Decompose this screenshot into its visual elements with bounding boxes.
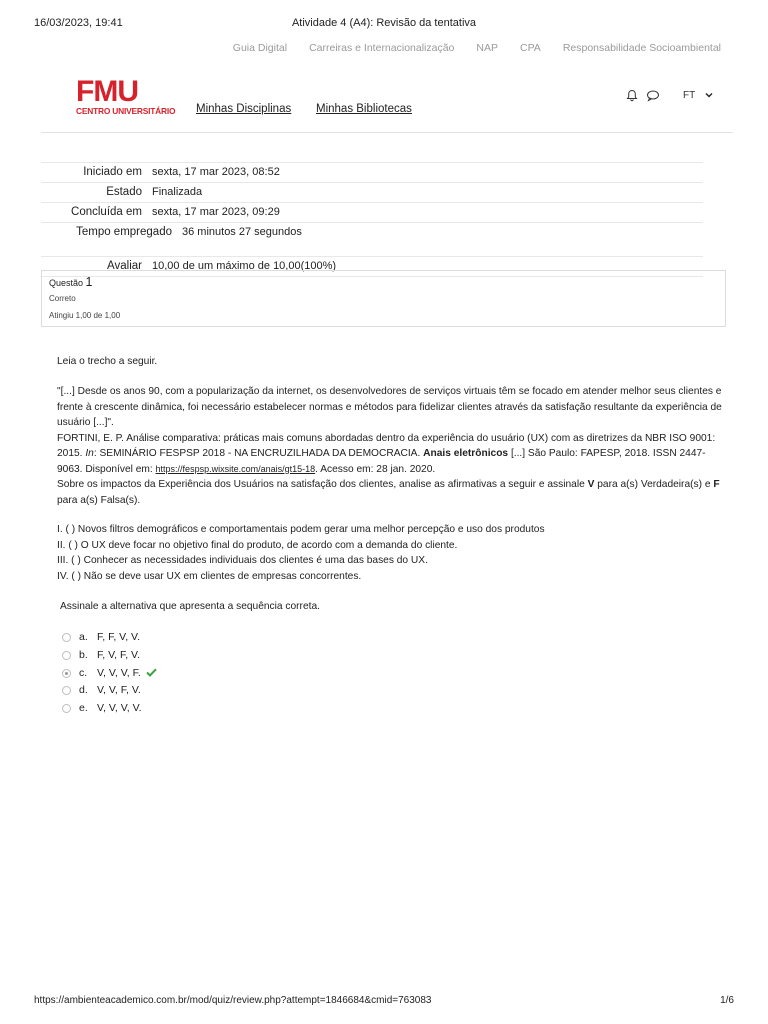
top-links bbox=[233, 42, 721, 54]
user-menu[interactable] bbox=[683, 90, 713, 101]
option-letter: a. bbox=[79, 631, 88, 643]
header-icons bbox=[626, 89, 660, 107]
statement-item: IV. ( ) Não se deve usar UX em clientes de empresas concorrentes. bbox=[57, 570, 362, 582]
option-letter: c. bbox=[79, 667, 88, 679]
summary-label: Estado bbox=[106, 186, 142, 198]
summary-row-tempo bbox=[41, 222, 703, 256]
option-text: F, F, V, V. bbox=[97, 631, 140, 643]
option-d[interactable] bbox=[62, 682, 141, 698]
top-link-guia-digital[interactable]: Guia Digital bbox=[232, 42, 288, 54]
summary-row-concluida bbox=[41, 202, 703, 222]
ref-part-d: . Acesso em: 28 jan. 2020. bbox=[315, 463, 436, 475]
chat-icon[interactable] bbox=[646, 89, 660, 107]
instr-part-b: para a(s) Verdadeira(s) e bbox=[597, 479, 711, 490]
top-link-carreiras[interactable]: Carreiras e Internacionalização bbox=[309, 42, 455, 54]
summary-value: 36 minutos 27 segundos bbox=[182, 226, 302, 238]
summary-value: sexta, 17 mar 2023, 09:29 bbox=[152, 206, 280, 218]
summary-label: Iniciado em bbox=[83, 166, 142, 178]
summary-row-estado bbox=[41, 182, 703, 202]
question-prompt: Assinale a alternativa que apresenta a sequência correta. bbox=[60, 601, 320, 612]
check-icon bbox=[146, 666, 157, 680]
option-b[interactable] bbox=[62, 647, 140, 663]
radio-button-selected[interactable] bbox=[62, 669, 71, 678]
top-link-cpa[interactable]: CPA bbox=[520, 42, 541, 54]
question-number-value: 1 bbox=[85, 275, 93, 289]
print-page-title: Atividade 4 (A4): Revisão da tentativa bbox=[291, 17, 477, 29]
summary-label: Avaliar bbox=[107, 260, 142, 272]
summary-value: 10,00 de um máximo de 10,00(100%) bbox=[152, 260, 337, 272]
statement-item: I. ( ) Novos filtros demográficos e comportamentais podem gerar uma melhor percepção e uso dos produtos bbox=[57, 524, 545, 535]
user-initials: FT bbox=[683, 90, 696, 101]
header-divider bbox=[41, 132, 733, 133]
question-quote-block bbox=[57, 384, 725, 508]
instr-f: F bbox=[713, 479, 720, 490]
option-text: V, V, F, V. bbox=[97, 684, 141, 696]
instr-v: V bbox=[587, 479, 595, 490]
bell-icon[interactable] bbox=[626, 89, 638, 107]
nav-minhas-bibliotecas[interactable]: Minhas Bibliotecas bbox=[316, 103, 412, 115]
question-label: Questão bbox=[49, 278, 84, 288]
question-info-box bbox=[41, 270, 726, 327]
top-link-nap[interactable]: NAP bbox=[476, 42, 498, 54]
statement-item: III. ( ) Conhecer as necessidades individuais dos clientes é uma das bases do UX. bbox=[57, 555, 428, 566]
radio-button[interactable] bbox=[62, 686, 71, 695]
option-c[interactable] bbox=[62, 665, 157, 681]
summary-row-iniciado bbox=[41, 162, 703, 182]
ref-bold: Anais eletrônicos bbox=[423, 448, 509, 459]
logo-subtitle: CENTRO UNIVERSITÁRIO bbox=[76, 106, 176, 116]
question-grade: Atingiu 1,00 de 1,00 bbox=[49, 311, 121, 320]
chevron-down-icon bbox=[705, 90, 713, 101]
summary-value: Finalizada bbox=[152, 186, 203, 198]
option-letter: b. bbox=[79, 649, 88, 661]
option-e[interactable] bbox=[62, 700, 142, 716]
option-a[interactable] bbox=[62, 629, 140, 645]
radio-button[interactable] bbox=[62, 704, 71, 713]
question-reference bbox=[57, 431, 725, 478]
question-quote: "[...] Desde os anos 90, com a popularização da internet, os desenvolvedores de serviços virtuais têm se focado em atender melhor seus clientes e frente à crescente dinâmica, foi necessário estabelecer normas e métodos para fidelizar clientes através da satisfação resultante da experiência de usuário [...]". bbox=[57, 386, 722, 428]
summary-value: sexta, 17 mar 2023, 08:52 bbox=[152, 166, 280, 178]
question-instruction bbox=[57, 477, 725, 508]
radio-button[interactable] bbox=[62, 651, 71, 660]
option-text: V, V, V, V. bbox=[97, 702, 142, 714]
print-datetime: 16/03/2023, 19:41 bbox=[34, 17, 123, 29]
fmu-logo[interactable] bbox=[76, 75, 176, 116]
ref-in: In bbox=[85, 448, 94, 459]
instr-part-a: Sobre os impactos da Experiência dos Usuários na satisfação dos clientes, analise as afirmativas a seguir e assinale bbox=[57, 479, 585, 490]
attempt-summary bbox=[41, 162, 703, 277]
question-status: Correto bbox=[49, 294, 76, 303]
option-letter: d. bbox=[79, 684, 88, 696]
option-text: F, V, F, V. bbox=[97, 649, 140, 661]
instr-part-c: para a(s) Falsa(s). bbox=[57, 494, 141, 506]
question-number bbox=[49, 275, 93, 289]
ref-link[interactable]: https://fespsp.wixsite.com/anais/gt15-18 bbox=[155, 463, 316, 474]
question-statements bbox=[57, 522, 725, 584]
option-letter: e. bbox=[79, 702, 88, 714]
ref-part-b: : SEMINÁRIO FESPSP 2018 - NA ENCRUZILHADA DA DEMOCRACIA. bbox=[93, 448, 421, 459]
statement-item: II. ( ) O UX deve focar no objetivo final do produto, de acordo com a demanda do cliente. bbox=[57, 539, 458, 551]
print-url: https://ambienteacademico.com.br/mod/quiz/review.php?attempt=1846684&cmid=763083 bbox=[34, 995, 432, 1006]
top-link-responsabilidade[interactable]: Responsabilidade Socioambiental bbox=[562, 42, 721, 54]
ref-part-a: FORTINI, E. P. Análise comparativa: práticas mais comuns abordadas dentro da experiência do usuário (UX) com as diretrizes da NBR ISO 9001: 2015. bbox=[57, 432, 716, 459]
option-text: V, V, V, F. bbox=[97, 667, 141, 679]
question-intro: Leia o trecho a seguir. bbox=[57, 356, 158, 367]
radio-button[interactable] bbox=[62, 633, 71, 642]
summary-label: Concluída em bbox=[71, 206, 142, 218]
summary-label: Tempo empregado bbox=[76, 226, 172, 238]
nav-minhas-disciplinas[interactable]: Minhas Disciplinas bbox=[196, 103, 292, 115]
ref-part-c: [...] São Paulo: FAPESP, 2018. ISSN 2447-9063. Disponível em: bbox=[57, 448, 706, 475]
logo-wordmark: FMU bbox=[76, 75, 138, 108]
print-page-number: 1/6 bbox=[720, 995, 734, 1006]
